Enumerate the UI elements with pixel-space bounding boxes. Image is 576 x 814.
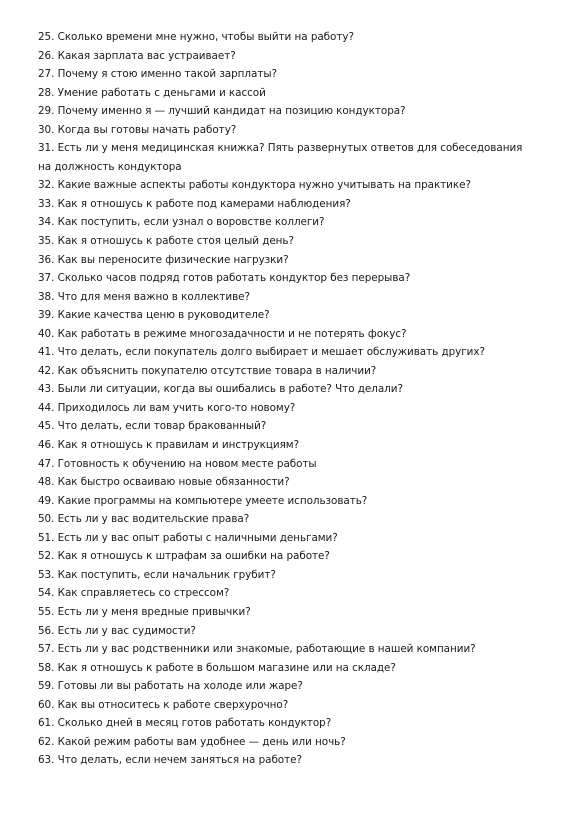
question-56: 56. Есть ли у вас судимости? [38, 624, 196, 637]
question-40: 40. Как работать в режиме многозадачности и не потерять фокус? [38, 327, 407, 340]
question-41: 41. Что делать, если покупатель долго выбирает и мешает обслуживать других? [38, 346, 485, 359]
question-34: 34. Как поступить, если узнал о воровстве коллеги? [38, 216, 325, 229]
question-28: 28. Умение работать с деньгами и кассой [38, 86, 266, 99]
question-44: 44. Приходилось ли вам учить кого-то новому? [38, 401, 296, 414]
question-38: 38. Что для меня важно в коллективе? [38, 290, 250, 303]
question-42: 42. Как объяснить покупателю отсутствие товара в наличии? [38, 364, 377, 377]
question-63: 63. Что делать, если нечем заняться на работе? [38, 754, 302, 767]
question-25: 25. Сколько времени мне нужно, чтобы выйти на работу? [38, 31, 354, 43]
question-27: 27. Почему я стою именно такой зарплаты? [38, 68, 277, 81]
question-53: 53. Как поступить, если начальник грубит? [38, 568, 276, 581]
question-30: 30. Когда вы готовы начать работу? [38, 123, 237, 136]
question-31: 31. Есть ли у меня медицинская книжка? Пять развернутых ответов для собеседования на должность кондуктора [38, 142, 523, 173]
question-60: 60. Как вы относитесь к работе сверхурочно? [38, 698, 289, 711]
question-61: 61. Сколько дней в месяц готов работать кондуктор? [38, 717, 332, 730]
document-page [38, 28, 538, 770]
question-58: 58. Как я отношусь к работе в большом магазине или на складе? [38, 661, 396, 674]
question-26: 26. Какая зарплата вас устраивает? [38, 49, 236, 62]
question-36: 36. Как вы переносите физические нагрузки? [38, 253, 289, 266]
question-32: 32. Какие важные аспекты работы кондуктора нужно учитывать на практике? [38, 179, 471, 192]
question-50: 50. Есть ли у вас водительские права? [38, 513, 250, 526]
question-48: 48. Как быстро осваиваю новые обязанности? [38, 476, 290, 489]
question-37: 37. Сколько часов подряд готов работать кондуктор без перерыва? [38, 272, 411, 285]
question-list [38, 28, 538, 770]
question-45: 45. Что делать, если товар бракованный? [38, 420, 267, 433]
question-52: 52. Как я отношусь к штрафам за ошибки на работе? [38, 550, 330, 563]
question-29: 29. Почему именно я — лучший кандидат на позицию кондуктора? [38, 105, 406, 118]
question-46: 46. Как я отношусь к правилам и инструкциям? [38, 439, 300, 452]
question-49: 49. Какие программы на компьютере умеете использовать? [38, 494, 368, 507]
question-39: 39. Какие качества ценю в руководителе? [38, 309, 270, 322]
question-33: 33. Как я отношусь к работе под камерами наблюдения? [38, 197, 351, 210]
question-55: 55. Есть ли у меня вредные привычки? [38, 605, 251, 618]
question-57: 57. Есть ли у вас родственники или знакомые, работающие в нашей компании? [38, 643, 476, 656]
question-47: 47. Готовность к обучению на новом месте работы [38, 457, 317, 470]
question-62: 62. Какой режим работы вам удобнее — день или ночь? [38, 735, 346, 748]
question-59: 59. Готовы ли вы работать на холоде или жаре? [38, 680, 303, 693]
question-35: 35. Как я отношусь к работе стоя целый день? [38, 235, 294, 248]
question-54: 54. Как справляетесь со стрессом? [38, 587, 230, 600]
question-43: 43. Были ли ситуации, когда вы ошибались в работе? Что делали? [38, 383, 403, 396]
question-51: 51. Есть ли у вас опыт работы с наличными деньгами? [38, 531, 338, 544]
